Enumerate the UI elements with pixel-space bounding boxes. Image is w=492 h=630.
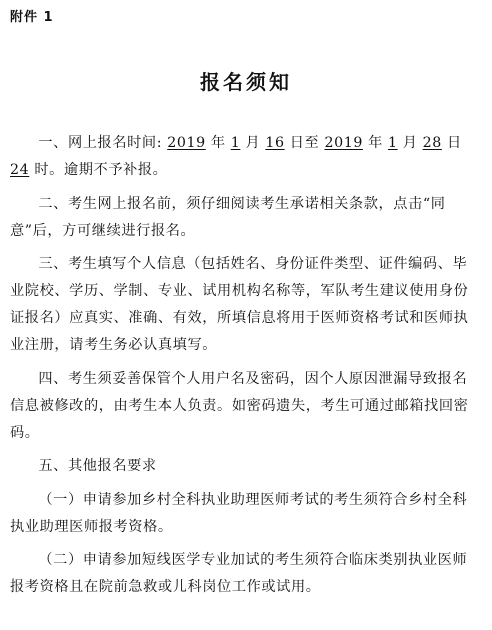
underlined-date-value: 28 — [422, 135, 442, 151]
paragraph-text: 年 — [205, 135, 231, 151]
paragraph-text: 五、其他报名要求 — [38, 458, 157, 474]
paragraph-text: 三、考生填写个人信息（包括姓名、身份证件类型、证件编码、毕业院校、学历、学制、专业、试用机构名称等，军队考生建议使用身份证报名）应真实、准确、有效，所填信息将用于医师资格考试和医师执业注册，请考生务必认真填写。 — [10, 256, 469, 353]
underlined-date-value: 2019 — [324, 135, 363, 151]
paragraph-text: （一）申请参加乡村全科执业助理医师考试的考生须符合乡村全科执业助理医师报考资格。 — [10, 491, 468, 535]
section-password-safekeeping — [10, 366, 478, 447]
paragraph-text: 日 — [441, 135, 462, 151]
underlined-date-value: 1 — [387, 135, 398, 151]
section-read-commitment — [10, 191, 478, 245]
paragraph-text: 二、考生网上报名前，须仔细阅读考生承诺相关条款，点击“同意”后，方可继续进行报名。 — [10, 195, 446, 239]
section-personal-info — [10, 251, 478, 359]
document-body — [10, 130, 478, 608]
section-rural-assistant-physician — [10, 487, 478, 541]
paragraph-text: 时。逾期不予补报。 — [29, 162, 168, 178]
paragraph-text: 月 — [397, 135, 423, 151]
paragraph-text: 一、网上报名时间: — [38, 135, 168, 151]
underlined-date-value: 24 — [10, 162, 30, 178]
paragraph-text: 日至 — [284, 135, 325, 151]
paragraph-text: （二）申请参加短线医学专业加试的考生须符合临床类别执业医师报考资格且在院前急救或儿科岗位工作或试用。 — [10, 552, 468, 595]
paragraph-text: 月 — [240, 135, 266, 151]
section-other-requirements-heading — [10, 453, 478, 480]
section-shortage-specialty-exam — [10, 547, 478, 601]
underlined-date-value: 1 — [230, 135, 241, 151]
paragraph-text: 四、考生须妥善保管个人用户名及密码，因个人原因泄漏导致报名信息被修改的，由考生本人负责。如密码遗失，考生可通过邮箱找回密码。 — [10, 370, 469, 441]
underlined-date-value: 2019 — [167, 135, 206, 151]
attachment-label: 附件 1 — [10, 10, 54, 25]
underlined-date-value: 16 — [265, 135, 285, 151]
document-title: 报名须知 — [200, 70, 292, 94]
paragraph-text: 年 — [362, 135, 388, 151]
section-registration-time — [10, 130, 478, 184]
